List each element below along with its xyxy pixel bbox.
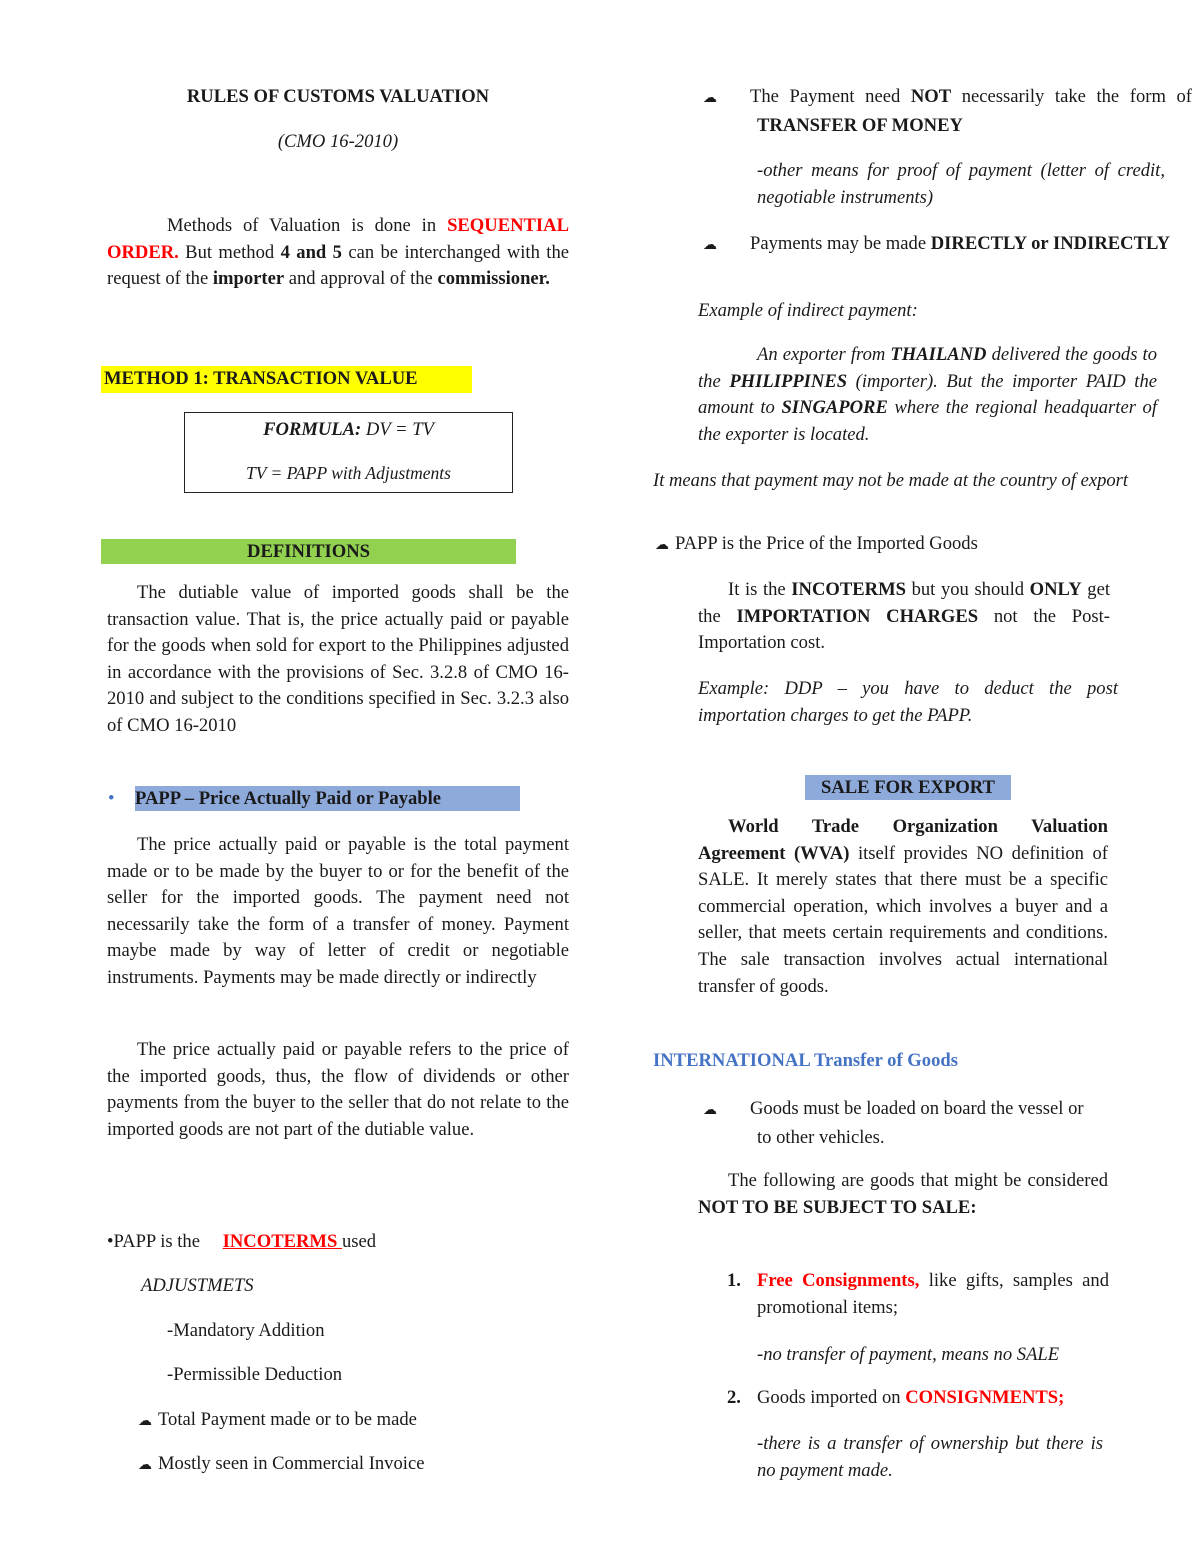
bullet-dot: •	[108, 788, 115, 809]
text: ONLY	[1029, 579, 1082, 600]
example-paragraph	[698, 342, 1157, 448]
cloud-bullet-icon: ☁	[138, 1458, 152, 1473]
bullet-loaded	[703, 1096, 1097, 1151]
text: itself provides NO definition of SALE. It merely states that there must be a specific commercial operation, which involves a buyer and a seller, that meets certain requirements and conditions. The sale transaction involves actual international transfer of goods.	[698, 842, 1108, 997]
adjustments-label: ADJUSTMETS	[141, 1275, 254, 1296]
incoterms-paragraph	[698, 577, 1110, 657]
text: TRANSFER OF MONEY	[757, 114, 963, 136]
text: Methods of Valuation is done in	[167, 215, 448, 236]
text: Payments may be made	[750, 233, 931, 254]
text: DIRECTLY or INDIRECTLY	[930, 233, 1171, 254]
formula-equation: DV = TV	[361, 419, 434, 440]
definitions-heading: DEFINITIONS	[101, 539, 516, 564]
text: World Trade Organization Valuation Agreement (WVA)	[698, 816, 1108, 864]
formula-label: FORMULA:	[263, 419, 362, 440]
sale-for-export-heading: SALE FOR EXPORT	[805, 775, 1011, 800]
incoterms-text: INCOTERMS	[222, 1231, 342, 1252]
formula-line-1	[185, 417, 512, 444]
papp-paragraph-2: The price actually paid or payable refers to the price of the imported goods, thus, the flow of dividends or other payments from the buyer to the seller that do not relate to the imported goods are not part of the dutiable value.	[107, 1039, 569, 1140]
text: •PAPP is the	[107, 1231, 205, 1252]
means-paragraph: It means that payment may not be made at the country of export	[653, 470, 1129, 491]
text: where the regional headquarter of the exporter is located.	[698, 397, 1157, 445]
cloud-bullet-icon: ☁	[703, 91, 717, 106]
text: Total Payment made or to be made	[158, 1409, 417, 1430]
bullet-direct-indirect	[703, 231, 1192, 260]
text: 4 and 5	[280, 241, 342, 263]
item-1-number: 1.	[727, 1270, 741, 1291]
document-subtitle: (CMO 16-2010)	[277, 131, 399, 152]
text: but you should	[905, 579, 1030, 600]
text: Mostly seen in Commercial Invoice	[158, 1453, 425, 1474]
example-label: Example of indirect payment:	[698, 300, 918, 321]
item-2-number: 2.	[727, 1387, 741, 1408]
document-title: RULES OF CUSTOMS VALUATION	[186, 86, 490, 107]
papp-heading: PAPP – Price Actually Paid or Payable	[135, 786, 520, 811]
text: NOT TO BE SUBJECT TO SALE:	[698, 1196, 977, 1218]
permissible-deduction: -Permissible Deduction	[167, 1364, 343, 1385]
following-paragraph	[698, 1168, 1108, 1221]
text: get the	[698, 579, 1110, 627]
text: used	[341, 1231, 377, 1252]
mandatory-addition: -Mandatory Addition	[167, 1320, 325, 1341]
bullet-payment-form	[703, 84, 1192, 139]
consignments-text: CONSIGNMENTS;	[905, 1387, 1065, 1408]
text: The Payment need	[750, 86, 911, 107]
papp-paragraph-1: The price actually paid or payable is the total payment made or to be made by the buyer to or for the benefit of the seller for the imported goods. The payment need not necessarily take the form of a transfer of money. Payment maybe made by way of letter of credit or negotiable instruments. Payments may be made directly or indirectly	[107, 834, 569, 988]
wva-paragraph	[698, 814, 1108, 1000]
text: Goods imported on	[757, 1387, 906, 1408]
cloud-bullet-icon: ☁	[703, 238, 717, 253]
text: An exporter from	[757, 344, 891, 365]
item-2	[757, 1385, 1064, 1412]
text: like gifts, samples and promotional items;	[757, 1270, 1109, 1318]
text: INCOTERMS	[791, 579, 906, 600]
cloud-bullet-icon: ☁	[703, 1103, 717, 1118]
text: (importer). But the importer PAID the amount to	[698, 370, 1157, 419]
text: PHILIPPINES	[729, 370, 848, 392]
text: THAILAND	[890, 344, 987, 365]
item-2-note: -there is a transfer of ownership but there is no payment made.	[757, 1433, 1103, 1481]
text: importer	[212, 268, 285, 290]
cloud-bullet-icon: ☁	[138, 1414, 152, 1429]
text: PAPP is the Price of the Imported Goods	[675, 533, 978, 554]
other-means-note: -other means for proof of payment (letter of credit, negotiable instruments)	[757, 160, 1165, 208]
item-1-note: -no transfer of payment, means no SALE	[757, 1344, 1060, 1365]
text: But method	[178, 241, 281, 263]
text: The following are goods that might be considered	[728, 1170, 1108, 1191]
sequential-order-text: SEQUENTIAL ORDER.	[107, 215, 569, 263]
cloud-bullet-icon: ☁	[655, 538, 669, 553]
incoterms-line	[107, 1229, 376, 1256]
formula-box	[184, 412, 513, 493]
definition-paragraph: The dutiable value of imported goods shall be the transaction value. That is, the price actually paid or payable for the goods when sold for export to the Philippines adjusted in accordance with the provisions of Sec. 3.2.8 of CMO 16-2010 and subject to the conditions specified in Sec. 3.2.3 also of CMO 16-2010	[107, 582, 569, 736]
text: Goods must be loaded on board the vessel or to other vehicles.	[750, 1098, 1084, 1148]
text: commissioner.	[437, 268, 550, 290]
text: not the Post- Importation cost.	[698, 605, 1110, 654]
ddp-example: Example: DDP – you have to deduct the post importation charges to get the PAPP.	[698, 678, 1118, 726]
text: It is the	[728, 579, 792, 600]
text: necessarily take the form of	[951, 86, 1192, 107]
text: can be interchanged with the request of the	[107, 241, 569, 290]
method1-heading: METHOD 1: TRANSACTION VALUE	[101, 366, 472, 393]
text: IMPORTATION CHARGES	[736, 605, 979, 627]
international-transfer-heading: INTERNATIONAL Transfer of Goods	[653, 1050, 958, 1071]
item-1	[757, 1268, 1109, 1321]
text: SINGAPORE	[781, 397, 888, 419]
formula-line-2: TV = PAPP with Adjustments	[246, 462, 451, 483]
intro-paragraph	[107, 213, 569, 293]
text: delivered the goods to the	[698, 344, 1157, 392]
text: NOT	[910, 86, 952, 107]
bullet-total-payment	[138, 1407, 417, 1436]
text: and approval of the	[284, 268, 438, 290]
free-consignments-text: Free Consignments,	[757, 1270, 920, 1291]
bullet-papp-price	[655, 531, 978, 560]
bullet-commercial-invoice	[138, 1451, 424, 1480]
